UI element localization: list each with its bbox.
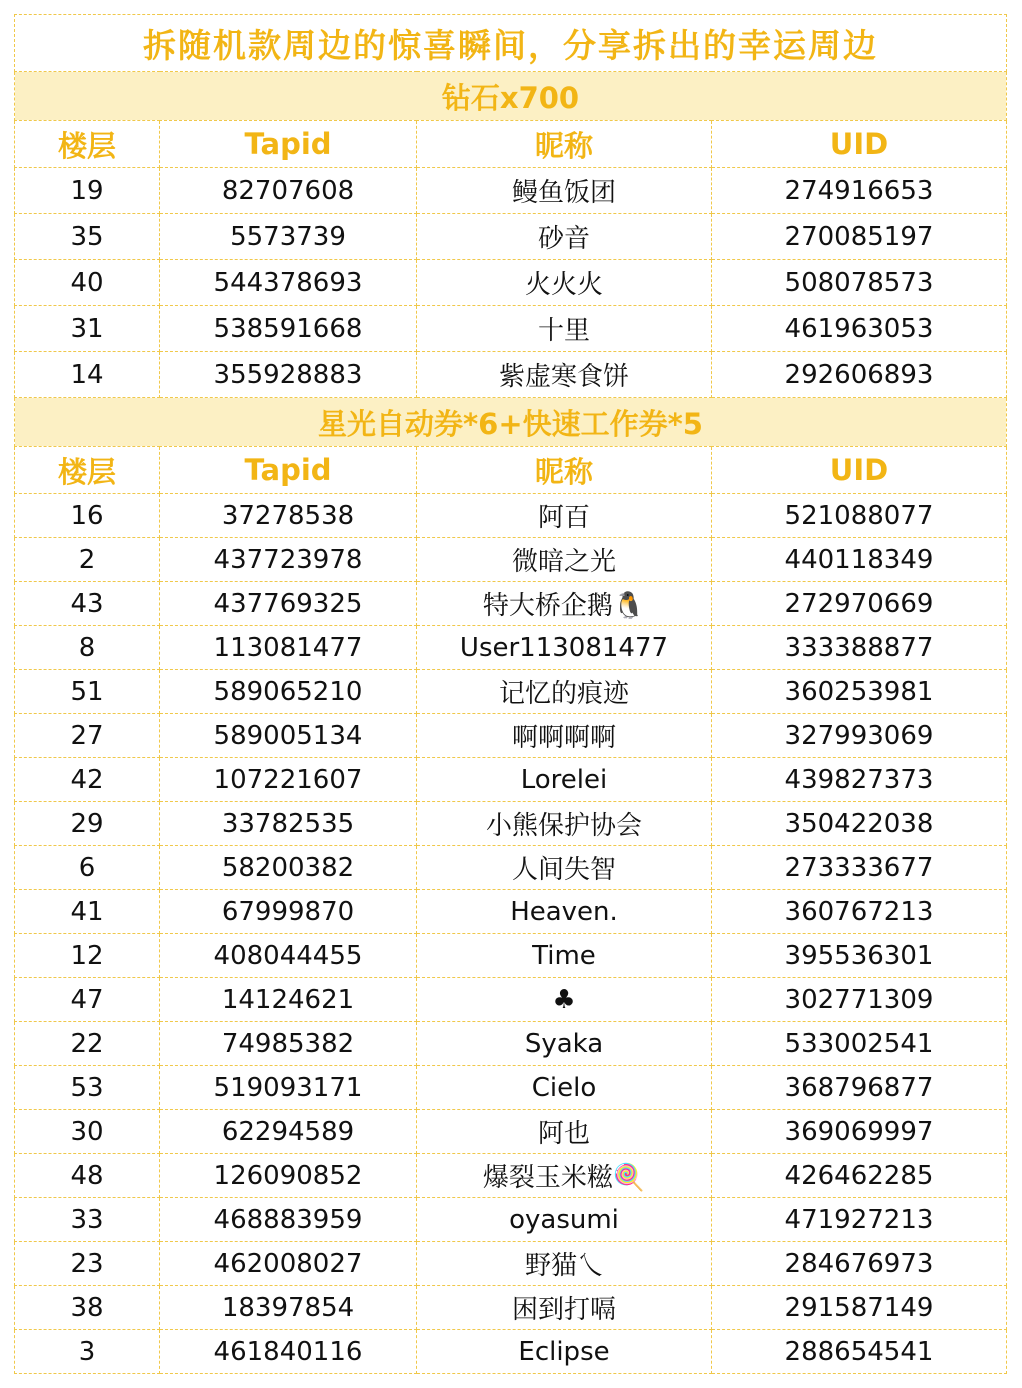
cell-nickname: 火火火 — [417, 260, 712, 306]
cell-floor: 40 — [15, 260, 160, 306]
cell-floor: 33 — [15, 1198, 160, 1242]
cell-nickname: 困到打嗝 — [417, 1286, 712, 1330]
cell-uid: 508078573 — [712, 260, 1007, 306]
cell-nickname: 特大桥企鹅🐧 — [417, 582, 712, 626]
table-row — [15, 494, 1007, 538]
table-row — [15, 306, 1007, 352]
table-row — [15, 352, 1007, 398]
cell-floor: 22 — [15, 1022, 160, 1066]
cell-nickname: 野猫乀 — [417, 1242, 712, 1286]
table-body — [15, 15, 1007, 1374]
cell-floor: 12 — [15, 934, 160, 978]
cell-floor: 3 — [15, 1330, 160, 1374]
cell-tapid: 126090852 — [160, 1154, 417, 1198]
table-row — [15, 890, 1007, 934]
column-header-floor: 楼层 — [15, 121, 160, 168]
cell-floor: 19 — [15, 168, 160, 214]
cell-nickname: Syaka — [417, 1022, 712, 1066]
cell-tapid: 74985382 — [160, 1022, 417, 1066]
cell-tapid: 589065210 — [160, 670, 417, 714]
page-title: 拆随机款周边的惊喜瞬间，分享拆出的幸运周边 — [15, 15, 1007, 72]
table-row — [15, 1154, 1007, 1198]
cell-floor: 31 — [15, 306, 160, 352]
cell-uid: 521088077 — [712, 494, 1007, 538]
winners-table — [14, 14, 1007, 1374]
cell-tapid: 589005134 — [160, 714, 417, 758]
title-row — [15, 15, 1007, 72]
cell-floor: 48 — [15, 1154, 160, 1198]
table-row — [15, 802, 1007, 846]
cell-floor: 47 — [15, 978, 160, 1022]
cell-nickname: 爆裂玉米糍🍭 — [417, 1154, 712, 1198]
table-row — [15, 582, 1007, 626]
cell-uid: 368796877 — [712, 1066, 1007, 1110]
cell-tapid: 18397854 — [160, 1286, 417, 1330]
cell-tapid: 519093171 — [160, 1066, 417, 1110]
cell-nickname: 阿也 — [417, 1110, 712, 1154]
cell-nickname: Cielo — [417, 1066, 712, 1110]
cell-uid: 333388877 — [712, 626, 1007, 670]
table-row — [15, 1110, 1007, 1154]
cell-tapid: 468883959 — [160, 1198, 417, 1242]
table-row — [15, 538, 1007, 582]
cell-floor: 30 — [15, 1110, 160, 1154]
table-row — [15, 1286, 1007, 1330]
cell-uid: 288654541 — [712, 1330, 1007, 1374]
table-row — [15, 1330, 1007, 1374]
cell-uid: 274916653 — [712, 168, 1007, 214]
cell-floor: 27 — [15, 714, 160, 758]
cell-floor: 43 — [15, 582, 160, 626]
cell-tapid: 544378693 — [160, 260, 417, 306]
cell-floor: 29 — [15, 802, 160, 846]
cell-floor: 51 — [15, 670, 160, 714]
cell-nickname: 记忆的痕迹 — [417, 670, 712, 714]
cell-tapid: 67999870 — [160, 890, 417, 934]
table-row — [15, 758, 1007, 802]
cell-nickname: Time — [417, 934, 712, 978]
cell-tapid: 82707608 — [160, 168, 417, 214]
cell-nickname: 砂音 — [417, 214, 712, 260]
cell-uid: 270085197 — [712, 214, 1007, 260]
table-row — [15, 1242, 1007, 1286]
cell-nickname: ♣ — [417, 978, 712, 1022]
cell-floor: 14 — [15, 352, 160, 398]
cell-uid: 327993069 — [712, 714, 1007, 758]
cell-tapid: 14124621 — [160, 978, 417, 1022]
cell-uid: 533002541 — [712, 1022, 1007, 1066]
table-row — [15, 934, 1007, 978]
cell-tapid: 538591668 — [160, 306, 417, 352]
cell-tapid: 462008027 — [160, 1242, 417, 1286]
section-row — [15, 72, 1007, 121]
cell-nickname: 鳗鱼饭团 — [417, 168, 712, 214]
cell-nickname: Eclipse — [417, 1330, 712, 1374]
cell-uid: 440118349 — [712, 538, 1007, 582]
cell-tapid: 461840116 — [160, 1330, 417, 1374]
section-title: 钻石x700 — [15, 72, 1007, 121]
cell-uid: 302771309 — [712, 978, 1007, 1022]
cell-uid: 395536301 — [712, 934, 1007, 978]
cell-floor: 41 — [15, 890, 160, 934]
section-row — [15, 398, 1007, 447]
cell-floor: 2 — [15, 538, 160, 582]
cell-floor: 53 — [15, 1066, 160, 1110]
cell-floor: 8 — [15, 626, 160, 670]
cell-nickname: 微暗之光 — [417, 538, 712, 582]
column-header-tapid: Tapid — [160, 447, 417, 494]
table-row — [15, 168, 1007, 214]
cell-uid: 426462285 — [712, 1154, 1007, 1198]
cell-tapid: 437769325 — [160, 582, 417, 626]
cell-tapid: 355928883 — [160, 352, 417, 398]
table-row — [15, 978, 1007, 1022]
cell-nickname: Heaven. — [417, 890, 712, 934]
table-row — [15, 846, 1007, 890]
cell-uid: 439827373 — [712, 758, 1007, 802]
cell-nickname: 小熊保护协会 — [417, 802, 712, 846]
cell-nickname: User113081477 — [417, 626, 712, 670]
cell-floor: 42 — [15, 758, 160, 802]
column-header-uid: UID — [712, 447, 1007, 494]
cell-nickname: oyasumi — [417, 1198, 712, 1242]
cell-uid: 369069997 — [712, 1110, 1007, 1154]
cell-nickname: 紫虚寒食饼 — [417, 352, 712, 398]
table-row — [15, 1198, 1007, 1242]
cell-tapid: 113081477 — [160, 626, 417, 670]
section-title: 星光自动券*6+快速工作券*5 — [15, 398, 1007, 447]
cell-uid: 284676973 — [712, 1242, 1007, 1286]
cell-tapid: 5573739 — [160, 214, 417, 260]
cell-tapid: 33782535 — [160, 802, 417, 846]
table-row — [15, 1022, 1007, 1066]
column-header-nickname: 昵称 — [417, 447, 712, 494]
column-header-uid: UID — [712, 121, 1007, 168]
cell-nickname: 十里 — [417, 306, 712, 352]
column-header-nickname: 昵称 — [417, 121, 712, 168]
table-row — [15, 260, 1007, 306]
cell-uid: 272970669 — [712, 582, 1007, 626]
cell-nickname: 阿百 — [417, 494, 712, 538]
header-row — [15, 121, 1007, 168]
cell-floor: 38 — [15, 1286, 160, 1330]
table-row — [15, 1066, 1007, 1110]
cell-tapid: 62294589 — [160, 1110, 417, 1154]
header-row — [15, 447, 1007, 494]
cell-uid: 360767213 — [712, 890, 1007, 934]
table-row — [15, 670, 1007, 714]
cell-uid: 273333677 — [712, 846, 1007, 890]
table-row — [15, 714, 1007, 758]
cell-uid: 350422038 — [712, 802, 1007, 846]
cell-uid: 292606893 — [712, 352, 1007, 398]
cell-floor: 6 — [15, 846, 160, 890]
cell-uid: 291587149 — [712, 1286, 1007, 1330]
cell-uid: 471927213 — [712, 1198, 1007, 1242]
cell-floor: 35 — [15, 214, 160, 260]
cell-floor: 16 — [15, 494, 160, 538]
cell-tapid: 437723978 — [160, 538, 417, 582]
cell-nickname: 啊啊啊啊 — [417, 714, 712, 758]
table-row — [15, 214, 1007, 260]
column-header-tapid: Tapid — [160, 121, 417, 168]
cell-nickname: 人间失智 — [417, 846, 712, 890]
cell-floor: 23 — [15, 1242, 160, 1286]
cell-tapid: 408044455 — [160, 934, 417, 978]
cell-tapid: 107221607 — [160, 758, 417, 802]
cell-tapid: 37278538 — [160, 494, 417, 538]
column-header-floor: 楼层 — [15, 447, 160, 494]
cell-uid: 360253981 — [712, 670, 1007, 714]
cell-nickname: Lorelei — [417, 758, 712, 802]
cell-tapid: 58200382 — [160, 846, 417, 890]
cell-uid: 461963053 — [712, 306, 1007, 352]
table-row — [15, 626, 1007, 670]
